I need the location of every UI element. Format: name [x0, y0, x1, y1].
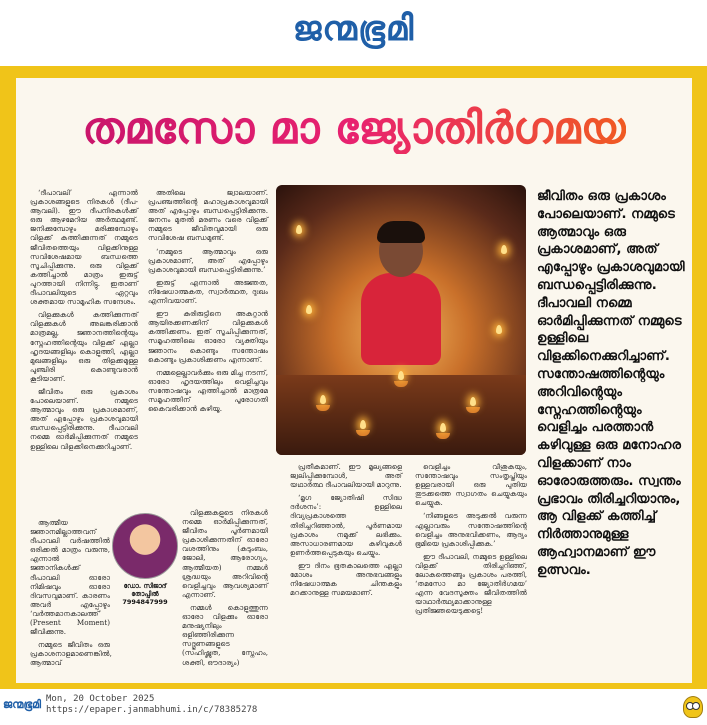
article-headline: [16, 80, 692, 176]
paragraph: വിളക്കുകളുടെ നിരകൾ നമ്മെ ഓർമിപ്പിക്കുന്നത്, ജീവിതം പൂർണമായി പ്രകാശിക്കുന്നതിന് ഓരോ വശത്തിനും (കുടുംബം, ജോലി, ആരോഗ്യം, ആത്മീയത) നമ്മൾ ശ്രദ്ധയും അറിവിന്റെ വെളിച്ചവും ആവശ്യമാണ് എന്നാണ്.: [182, 508, 268, 599]
author-box: [112, 513, 178, 606]
flame-icon: [320, 395, 326, 404]
flame-icon: [296, 225, 302, 234]
article-column-1-lower: [30, 518, 110, 693]
flame-icon: [398, 371, 404, 380]
flame-icon: [501, 245, 507, 254]
person-figure: [361, 225, 441, 365]
flame-icon: [440, 423, 446, 432]
paragraph: ‘നിങ്ങളുടെ അടുക്കൽ വരുന്ന എല്ലാവരും സന്തോഷത്തിന്റെ വെളിച്ചം അനുഭവിക്കണം, ആദ്യം ഭൂമിയെ പ്രകാശിപ്പിക്കുക.’: [415, 511, 527, 548]
paragraph: ജീവിതം ഒരു പ്രകാശം പോലെയാണ്. നമ്മുടെ ആത്മാവും ഒരു പ്രകാശമാണ്, അത് എപ്പോഴും പ്രകാശവുമായി ബന്ധപ്പെട്ടിരിക്കുന്നു. ദീപാവലി നമ്മെ ഓർമിപ്പിക്കുന്നത് നമ്മുടെ ഉള്ളിലെ വിളക്കിനെക്കുറിച്ചാണ്.: [30, 386, 138, 451]
article-column-4: [415, 462, 527, 620]
paragraph: ഈ കുരിരുട്ടിനെ അകറ്റാൻ ആയിരക്കണക്കിന് വിളക്കുകൾ കത്തിക്കണം. ഇത് സൂചിപ്പിക്കുന്നത്, സമൂഹത്തിലെ ഓരോ വ്യക്തിയും ജ്ഞാനം കൊണ്ടും സന്തോഷം കൊണ്ടും പ്രകാശിക്കണം എന്നാണ്.: [148, 309, 268, 364]
paragraph: ഇരുട്ട് എന്നാൽ അജ്ഞത, നിഷേധാത്മകത, സ്വാർത്ഥത, ദുഃഖം എന്നിവയാണ്.: [148, 277, 268, 306]
paragraph: നമ്മുടെ ജീവിതം ഒരു പ്രകാശനാളമാണെങ്കിൽ, ആത്മാവ്: [30, 640, 112, 668]
author-avatar: [112, 513, 178, 579]
newspaper-logo: ജന്മഭൂമി: [292, 9, 415, 49]
pull-quote: ജീവിതം ഒരു പ്രകാശം പോലെയാണ്. നമ്മുടെ ആത്മാവും ഒരു പ്രകാശമാണ്, അത് എപ്പോഴും പ്രകാശവുമായി ബന്ധപ്പെട്ടിരിക്കുന്നു. ദീപാവലി നമ്മെ ഓർമിപ്പിക്കുന്നത് നമ്മുടെ ഉള്ളിലെ വിളക്കിനെക്കുറിച്ചാണ്. സന്തോഷത്തിന്റെയും അറിവിന്റെയും സ്നേഹത്തിന്റെയും വെളിച്ചം പരത്താൻ കഴിവുള്ള ഒരു മനോഹര വിളക്കാണ് നാം ഓരോരുത്തരും. സ്വന്തം പ്രഭാവം തിരിച്ചറിയാനും, ആ വിളക്ക് കത്തിച്ച് നിർത്താനുമുള്ള ആഹ്വാനമാണ് ഈ ഉത്സവം.: [537, 189, 685, 578]
paragraph: ഈ ദിനം ഭൂതകാലത്തെ എല്ലാ മോശം അനുഭവങ്ങളും നിഷേധാത്മക ചിന്തകളും മറക്കാനുള്ള സമയമാണ്.: [290, 560, 402, 598]
article-column-2: [148, 188, 268, 417]
footer-logo: ജന്മഭൂമി: [3, 698, 41, 711]
author-name: ഡോ. സിജാദ് തോപ്പിൽ: [123, 582, 167, 598]
article-column-2-lower: [182, 508, 268, 671]
paragraph: വിളക്കുകൾ കത്തിക്കുന്നത് വിളക്കുകൾ അലങ്കരിക്കാൻ മാത്രമല്ല, ജ്ഞാനത്തിന്റെയും സ്നേഹത്തിന്റെയും വിളക്ക് എല്ലാ ഹൃദയങ്ങളിലും കൊളുത്തി, എല്ലാ മുഖങ്ങളിലും ഒരു തിളക്കമുള്ള പുഞ്ചിരി കൊണ്ടുവരാൻ കൂടിയാണ്.: [30, 310, 138, 383]
paragraph: പ്രതീകമാണ്. ഈ മൂല്യങ്ങളെ ജ്വലിപ്പിക്കുമ്പോൾ, അത് യഥാർത്ഥ ദീപാവലിയായി മാറുന്നു.: [290, 462, 402, 490]
epaper-footer: [0, 690, 707, 725]
paragraph: ആത്മീയ ജ്ഞാനമില്ലാത്തവന് ദീപാവലി വർഷത്തിൽ ഒരിക്കൽ മാത്രം വരുന്നു, എന്നാൽ ജ്ഞാനികൾക്ക് ദീപാവലി ഓരോ നിമിഷവും ഓരോ ദിവസവുമാണ്. കാരണം അവർ എപ്പോഴും ‘വർത്തമാനകാലത്ത്’ (Present Moment) ജീവിക്കുന്നു.: [30, 518, 110, 637]
photo-floor: [276, 375, 526, 455]
flame-icon: [306, 305, 312, 314]
footer-date: Mon, 20 October 2025: [46, 694, 155, 704]
footer-url-link[interactable]: https://epaper.janmabhumi.in/c/78385278: [46, 705, 258, 715]
paragraph: ‘നമ്മുടെ ആത്മാവും ഒരു പ്രകാശമാണ്, അത് എപ്പോഴും പ്രകാശവുമായി ബന്ധപ്പെട്ടിരിക്കുന്നു.’: [148, 246, 268, 274]
paragraph: നമ്മൾ കൊളുത്തുന്ന ഓരോ വിളക്കും ഓരോ മനുഷ്യനിലും ഒളിഞ്ഞിരിക്കുന്ന സദ്ഗുണങ്ങളുടെ (സഹിഷ്ണുത, സ്നേഹം, ശക്തി, ഔദാര്യം): [182, 602, 268, 667]
paragraph: നമ്മളെല്ലാവർക്കും ഒരു മിച്ച നടന്ന്, ഓരോ ഹൃദയത്തിലും വെളിച്ചവും സന്തോഷവും എത്തിച്ചാൽ മാത്രമേ സമൂഹത്തിന് പൂരോഗതി കൈവരിക്കാൻ കഴിയൂ.: [148, 367, 268, 414]
paragraph: ‘മൃഗ ജ്യോതിഷി സിദ്ധ ദർശനം’: ഉള്ളിലെ ദിവ്യപ്രകാശത്തെ തിരിച്ചറിഞ്ഞാൽ, പൂർണമായ പ്രകാശം നമുക്ക് ലഭിക്കും. അസാധാരണമായ കഴിവുകൾ ഉണർത്തപ്പെടുകയും ചെയ്യും.: [290, 493, 402, 557]
masthead: [0, 0, 707, 58]
owl-icon: [683, 696, 703, 718]
flame-icon: [360, 420, 366, 429]
paragraph: വെളിച്ചം വീശുകയും, സന്തോഷവും സംതൃപ്തിയും ഉള്ളവരായി ഒരു പുതിയ തുടക്കത്തെ സ്വാഗതം ചെയ്യുകയും ചെയ്യുക.: [415, 462, 527, 508]
headline-text: തമസോ മാ ജ്യോതിർഗമയ: [82, 102, 626, 154]
diwali-photo: [276, 185, 526, 455]
flame-icon: [496, 325, 502, 334]
paragraph: ഈ ദീപാവലി, നമ്മുടെ ഉള്ളിലെ വിളക്ക് തിരിച്ചറിഞ്ഞ്, ലോകത്തെങ്ങും പ്രകാശം പരത്തി, ‘തമസോ മാ ജ്യോതിർഗമയ’ എന്ന വേദസൂക്തം ജീവിതത്തിൽ യാഥാർത്ഥ്യമാക്കാനുള്ള പ്രതിജ്ഞയെടുക്കട്ടെ!: [415, 551, 527, 616]
article-column-3: [290, 462, 402, 601]
paragraph: അതിലെ ജ്വാലയാണ്. പ്രപഞ്ചത്തിന്റെ മഹാപ്രകാശവുമായി അത് എപ്പോഴും ബന്ധപ്പെട്ടിരിക്കുന്നു. ജനനം മുതൽ മരണം വരെ വിളക്ക് നമ്മുടെ ജീവിതവുമായി ഒരു സവിശേഷ ബന്ധമുണ്ട്.: [148, 188, 268, 243]
flame-icon: [470, 397, 476, 406]
paragraph: ‘ദീപാവലി’ എന്നാൽ പ്രകാശങ്ങളുടെ നിരകൾ (ദീപ-ആവലി). ഈ ദീപനിരകൾക്ക് ഒരു ആഴമേറിയ അർത്ഥമുണ്ട്. ജനിക്കുമ്പോഴും മരിക്കുമ്പോഴും വിളക്ക് കത്തിക്കുന്നത് നമ്മുടെ ജീവിതത്തെയും വിളക്കിനുള്ള സവിശേഷമായ ബന്ധത്തെ സൂചിപ്പിക്കുന്നു. ഒരു വിളക്ക് കത്തിച്ചാൽ മാത്രം ഇരുട്ട് പുറത്തായി നിന്നിട്ടു. ഇതാണ് ദീപാവലിയുടെ ഏറ്റവും ശക്തമായ സാമൂഹിക സന്ദേശം.: [30, 188, 138, 307]
author-phone: 7994847999: [122, 598, 168, 606]
